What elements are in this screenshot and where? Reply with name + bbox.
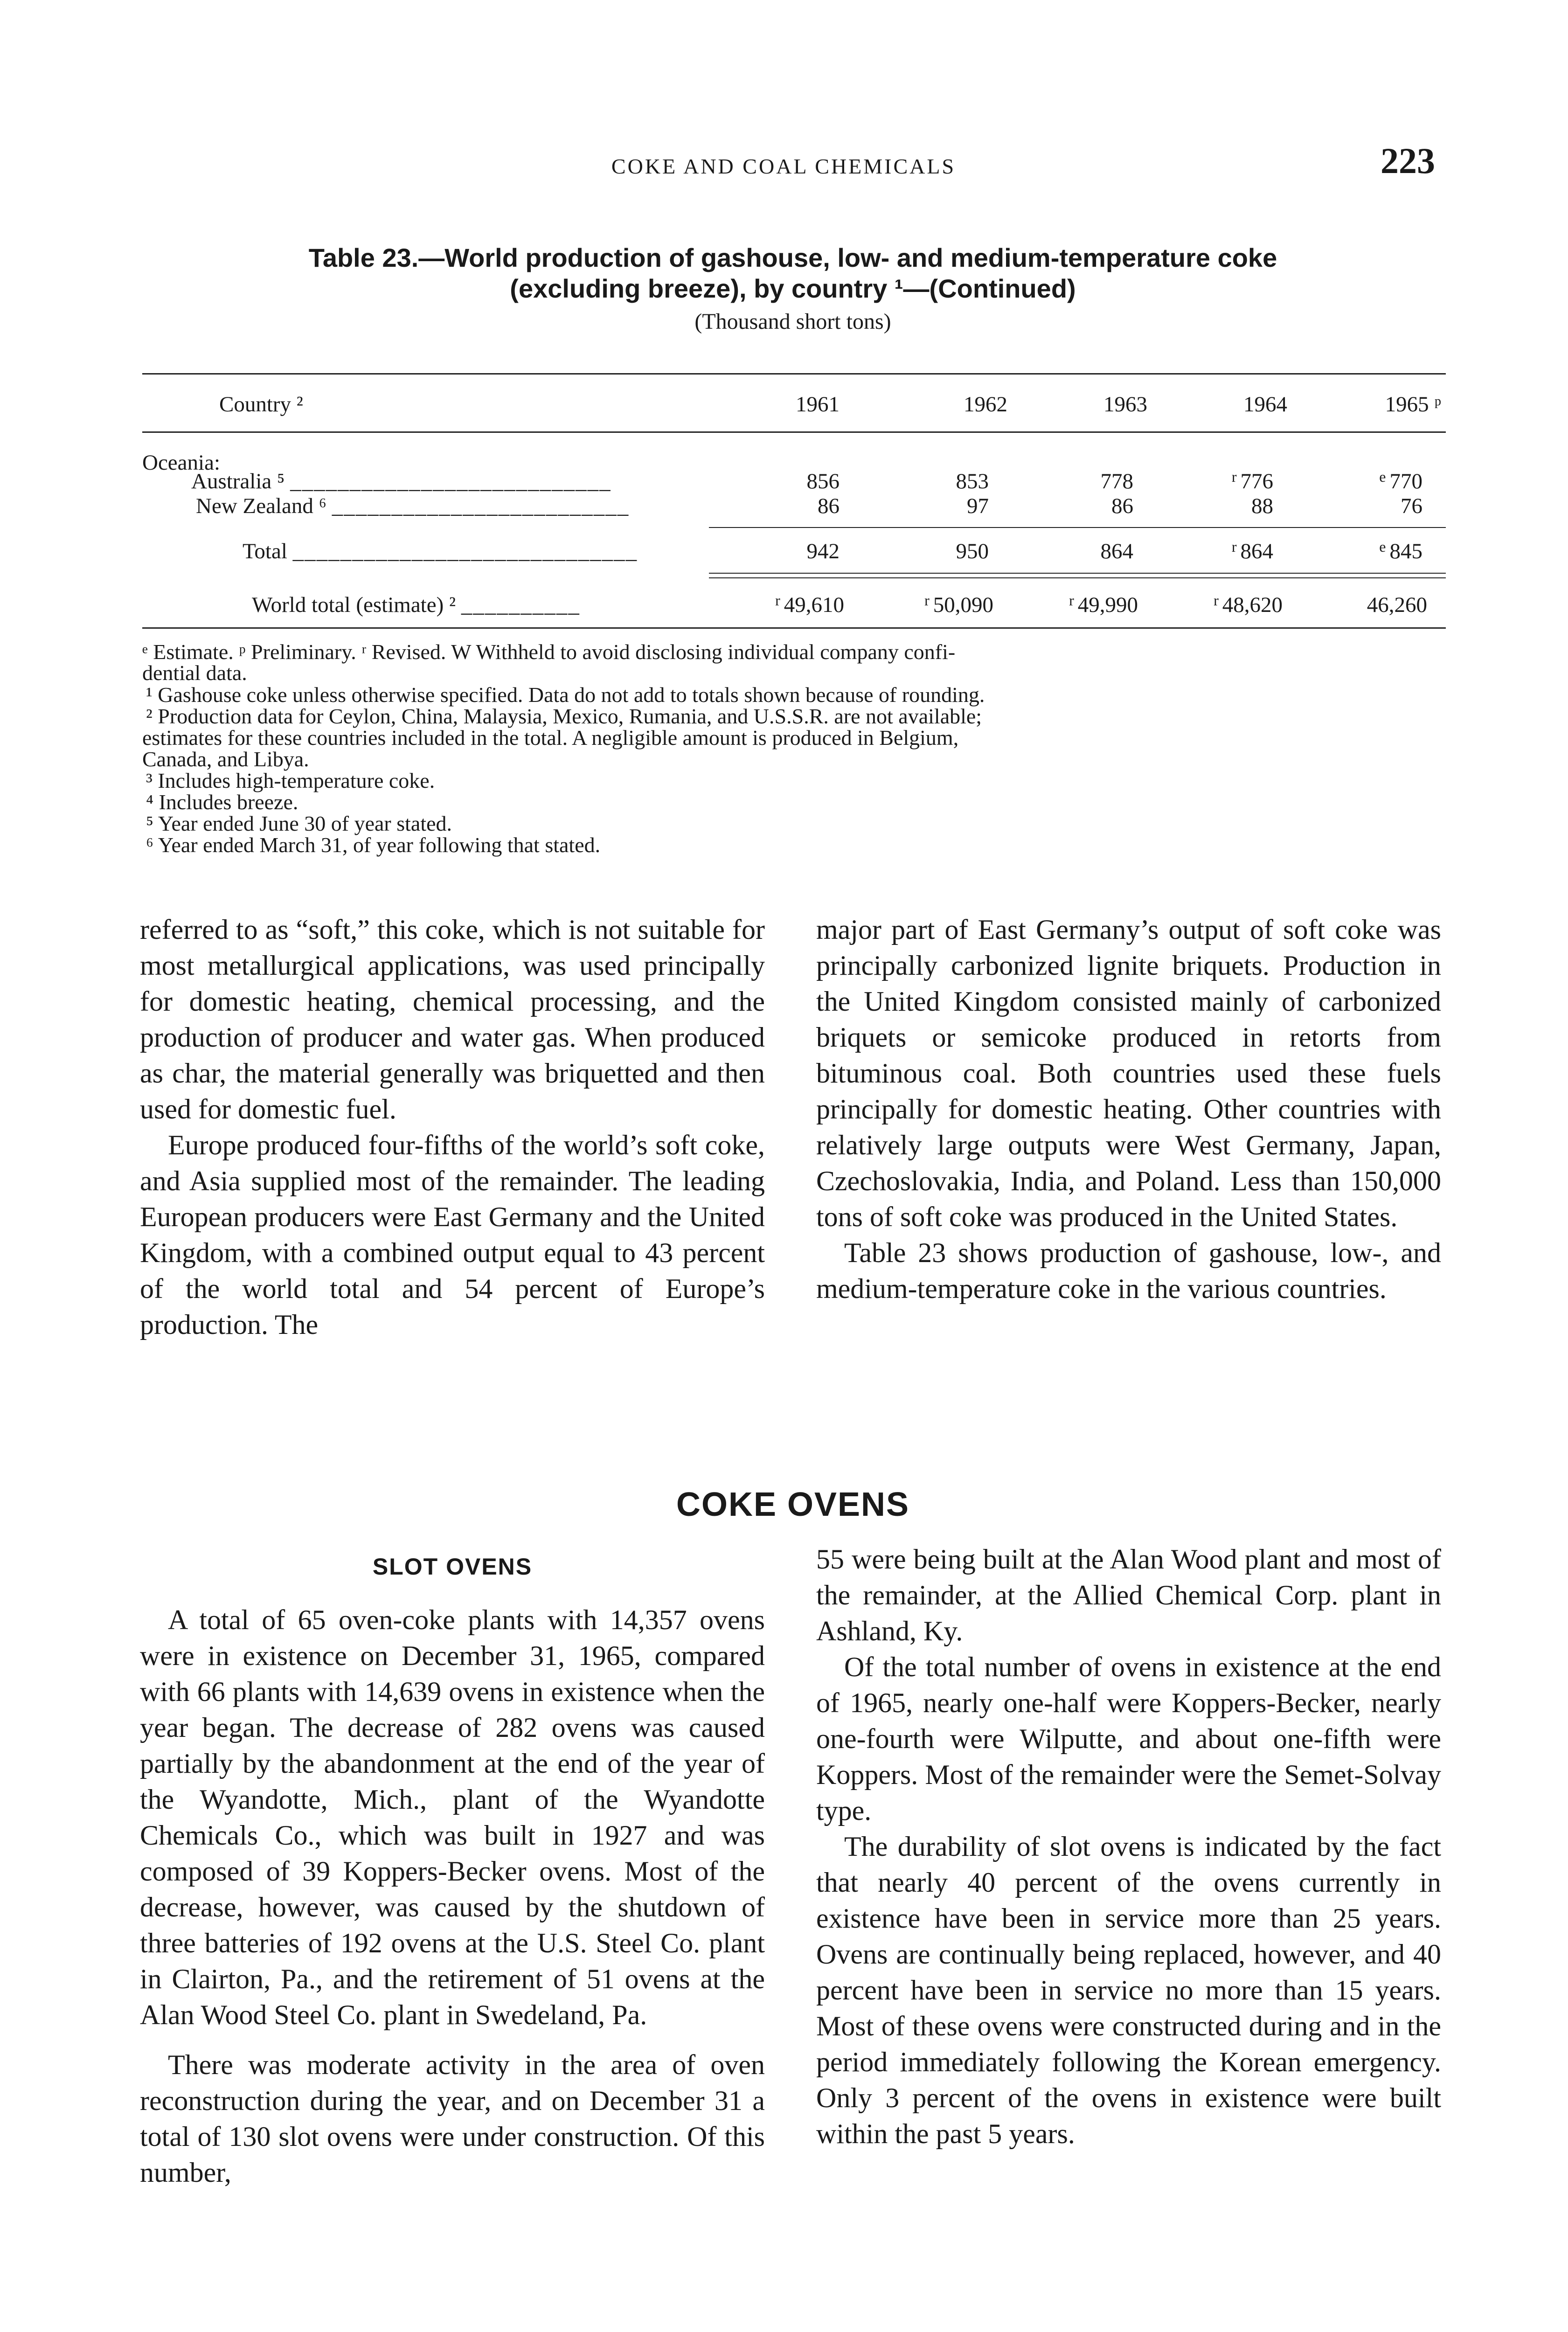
- footnote-line: ⁵ Year ended June 30 of year stated.: [146, 812, 452, 835]
- paragraph: A total of 65 oven-coke plants with 14,357 ovens were in existence on December 31, 1965, compared with 66 plants with 14,639 ovens in existence when the year began. The decrease of 282 ovens was caused partially by the abandonment at the end of the year of the Wyandotte, Mich., plant of the Wyandotte Chemicals Co., which was built in 1927 and was composed of 39 Koppers-Becker ovens. Most of the decrease, however, was caused by the shutdown of three batteries of 192 ovens at the U.S. Steel Co. plant in Clairton, Pa., and the retirement of 51 ovens at the Alan Wood Steel Co. plant in Swedeland, Pa.: [140, 1604, 765, 2030]
- paragraph: referred to as “soft,” this coke, which is not suitable for most metallurgical applications, was used principally for domestic heating, chemical processing, and the production of producer and water gas. When produced as char, the material generally was briquetted and then used for domestic fuel.: [140, 914, 765, 1124]
- row-value-1965: $^e$ 770: [1379, 468, 1422, 493]
- world-total-value-1964: $^r$ 48,620: [1214, 592, 1283, 617]
- footnote-line: dential data.: [142, 661, 247, 685]
- paragraph: The durability of slot ovens is indicated by the fact that nearly 40 percent of the ovens currently in existence have been in service more than 25 years. Ovens are continually being replaced, however, and 40 percent have been in service no more than 15 years. Most of these ovens were constructed during and in the period immediately following the Korean emergency. Only 3 percent of the ovens in existence were built within the past 5 years.: [816, 1831, 1441, 2149]
- footnote-line: ᵉ Estimate. ᵖ Preliminary. ʳ Revised. W Withheld to avoid disclosing individual company confi-: [142, 640, 956, 664]
- table-title: [140, 243, 1446, 304]
- row-value-1965: 76: [1401, 494, 1422, 518]
- table-title-line-1: Table 23.—World production of gashouse, low- and medium-temperature coke: [308, 243, 1277, 272]
- world-total-value-1961: $^r$ 49,610: [775, 592, 844, 617]
- section-heading: COKE OVENS: [676, 1486, 910, 1523]
- table-title-line-2: (excluding breeze), by country ¹—(Continued): [510, 274, 1076, 303]
- row-value-1962: 853: [956, 469, 989, 493]
- footnote-line: ¹ Gashouse coke unless otherwise specified. Data do not add to totals shown because of rounding.: [146, 683, 985, 707]
- column-header-country: Country ²: [219, 392, 303, 416]
- body-left-column-top: [140, 912, 765, 1343]
- row-value-1961: 856: [806, 469, 840, 493]
- world-total-rule-1: [709, 573, 1446, 574]
- paragraph: There was moderate activity in the area of oven reconstruction during the year, and on December 31 a total of 130 slot ovens were under construction. Of this number,: [140, 2049, 765, 2188]
- total-value-1964: $^r$ 864: [1231, 538, 1273, 563]
- subtotal-rule: [709, 527, 1446, 528]
- total-value-1963: 864: [1100, 539, 1133, 563]
- row-value-1961: 86: [818, 494, 840, 518]
- running-head: COKE AND COAL CHEMICALS: [611, 154, 956, 178]
- page-number: 223: [1381, 140, 1435, 181]
- world-total-label: World total (estimate) ² __________: [252, 593, 580, 617]
- paragraph: Of the total number of ovens in existence at the end of 1965, nearly one-half were Koppers-Becker, nearly one-fourth were Wilputte, and about one-fifth were Koppers. Most of the remainder were the Semet-Solvay type.: [816, 1652, 1441, 1826]
- column-header-1965: 1965 ᵖ: [1385, 392, 1441, 416]
- body-right-column-bottom: [816, 1541, 1441, 2152]
- paragraph: Table 23 shows production of gashouse, low-, and medium-temperature coke in the various countries.: [816, 1237, 1441, 1304]
- row-value-1963: 778: [1100, 469, 1133, 493]
- column-header-1961: 1961: [796, 392, 840, 416]
- table-units: (Thousand short tons): [694, 309, 891, 334]
- world-total-value-1962: $^r$ 50,090: [924, 592, 993, 617]
- sub-heading: SLOT OVENS: [372, 1554, 533, 1580]
- table-top-rule: [142, 373, 1446, 375]
- row-value-1962: 97: [967, 494, 989, 518]
- total-value-1962: 950: [956, 539, 989, 563]
- column-header-1964: 1964: [1243, 392, 1287, 416]
- region-label: Oceania:: [142, 451, 221, 475]
- total-value-1965: $^e$ 845: [1379, 538, 1422, 563]
- column-header-1963: 1963: [1103, 392, 1147, 416]
- column-header-1962: 1962: [964, 392, 1007, 416]
- total-label: Total _____________________________: [243, 539, 638, 563]
- body-right-column-top: [816, 912, 1441, 1307]
- footnote-line: ⁶ Year ended March 31, of year following that stated.: [146, 833, 601, 857]
- footnote-line: ² Production data for Ceylon, China, Malaysia, Mexico, Rumania, and U.S.S.R. are not available;: [146, 704, 982, 728]
- row-value-1963: 86: [1111, 494, 1133, 518]
- total-value-1961: 942: [806, 539, 840, 563]
- paragraph: Europe produced four-fifths of the world’s soft coke, and Asia supplied most of the remainder. The leading European producers were East Germany and the United Kingdom, with a combined output equal to 43 percent of the world total and 54 percent of Europe’s production. The: [140, 1130, 765, 1340]
- footnote-line: ⁴ Includes breeze.: [146, 790, 298, 814]
- body-left-column-bottom: [140, 1602, 765, 2191]
- row-value-1964: $^r$ 776: [1231, 468, 1273, 493]
- world-total-rule-2: [709, 577, 1446, 578]
- paragraph: 55 were being built at the Alan Wood plant and most of the remainder, at the Allied Chemical Corp. plant in Ashland, Ky.: [816, 1544, 1441, 1646]
- table-header-rule: [142, 431, 1446, 433]
- row-country-label: Australia ⁵ ___________________________: [191, 469, 611, 493]
- row-value-1964: 88: [1251, 494, 1273, 518]
- world-total-value-1965: 46,260: [1367, 593, 1427, 617]
- table-bottom-rule: [142, 627, 1446, 629]
- row-country-label: New Zealand ⁶ _________________________: [196, 494, 630, 518]
- paragraph: major part of East Germany’s output of soft coke was principally carbonized lignite briquets. Production in the United Kingdom consisted mainly of carbonized briquets or semicoke produced in retorts from bituminous coal. Both countries used these fuels principally for domestic heating. Other countries with relatively large outputs were West Germany, Japan, Czechoslovakia, India, and Poland. Less than 150,000 tons of soft coke was produced in the United States.: [816, 914, 1441, 1232]
- footnote-line: Canada, and Libya.: [142, 747, 309, 771]
- world-total-value-1963: $^r$ 49,990: [1069, 592, 1138, 617]
- footnote-line: ³ Includes high-temperature coke.: [146, 769, 435, 792]
- footnote-line: estimates for these countries included in the total. A negligible amount is produced in Belgium,: [142, 726, 959, 750]
